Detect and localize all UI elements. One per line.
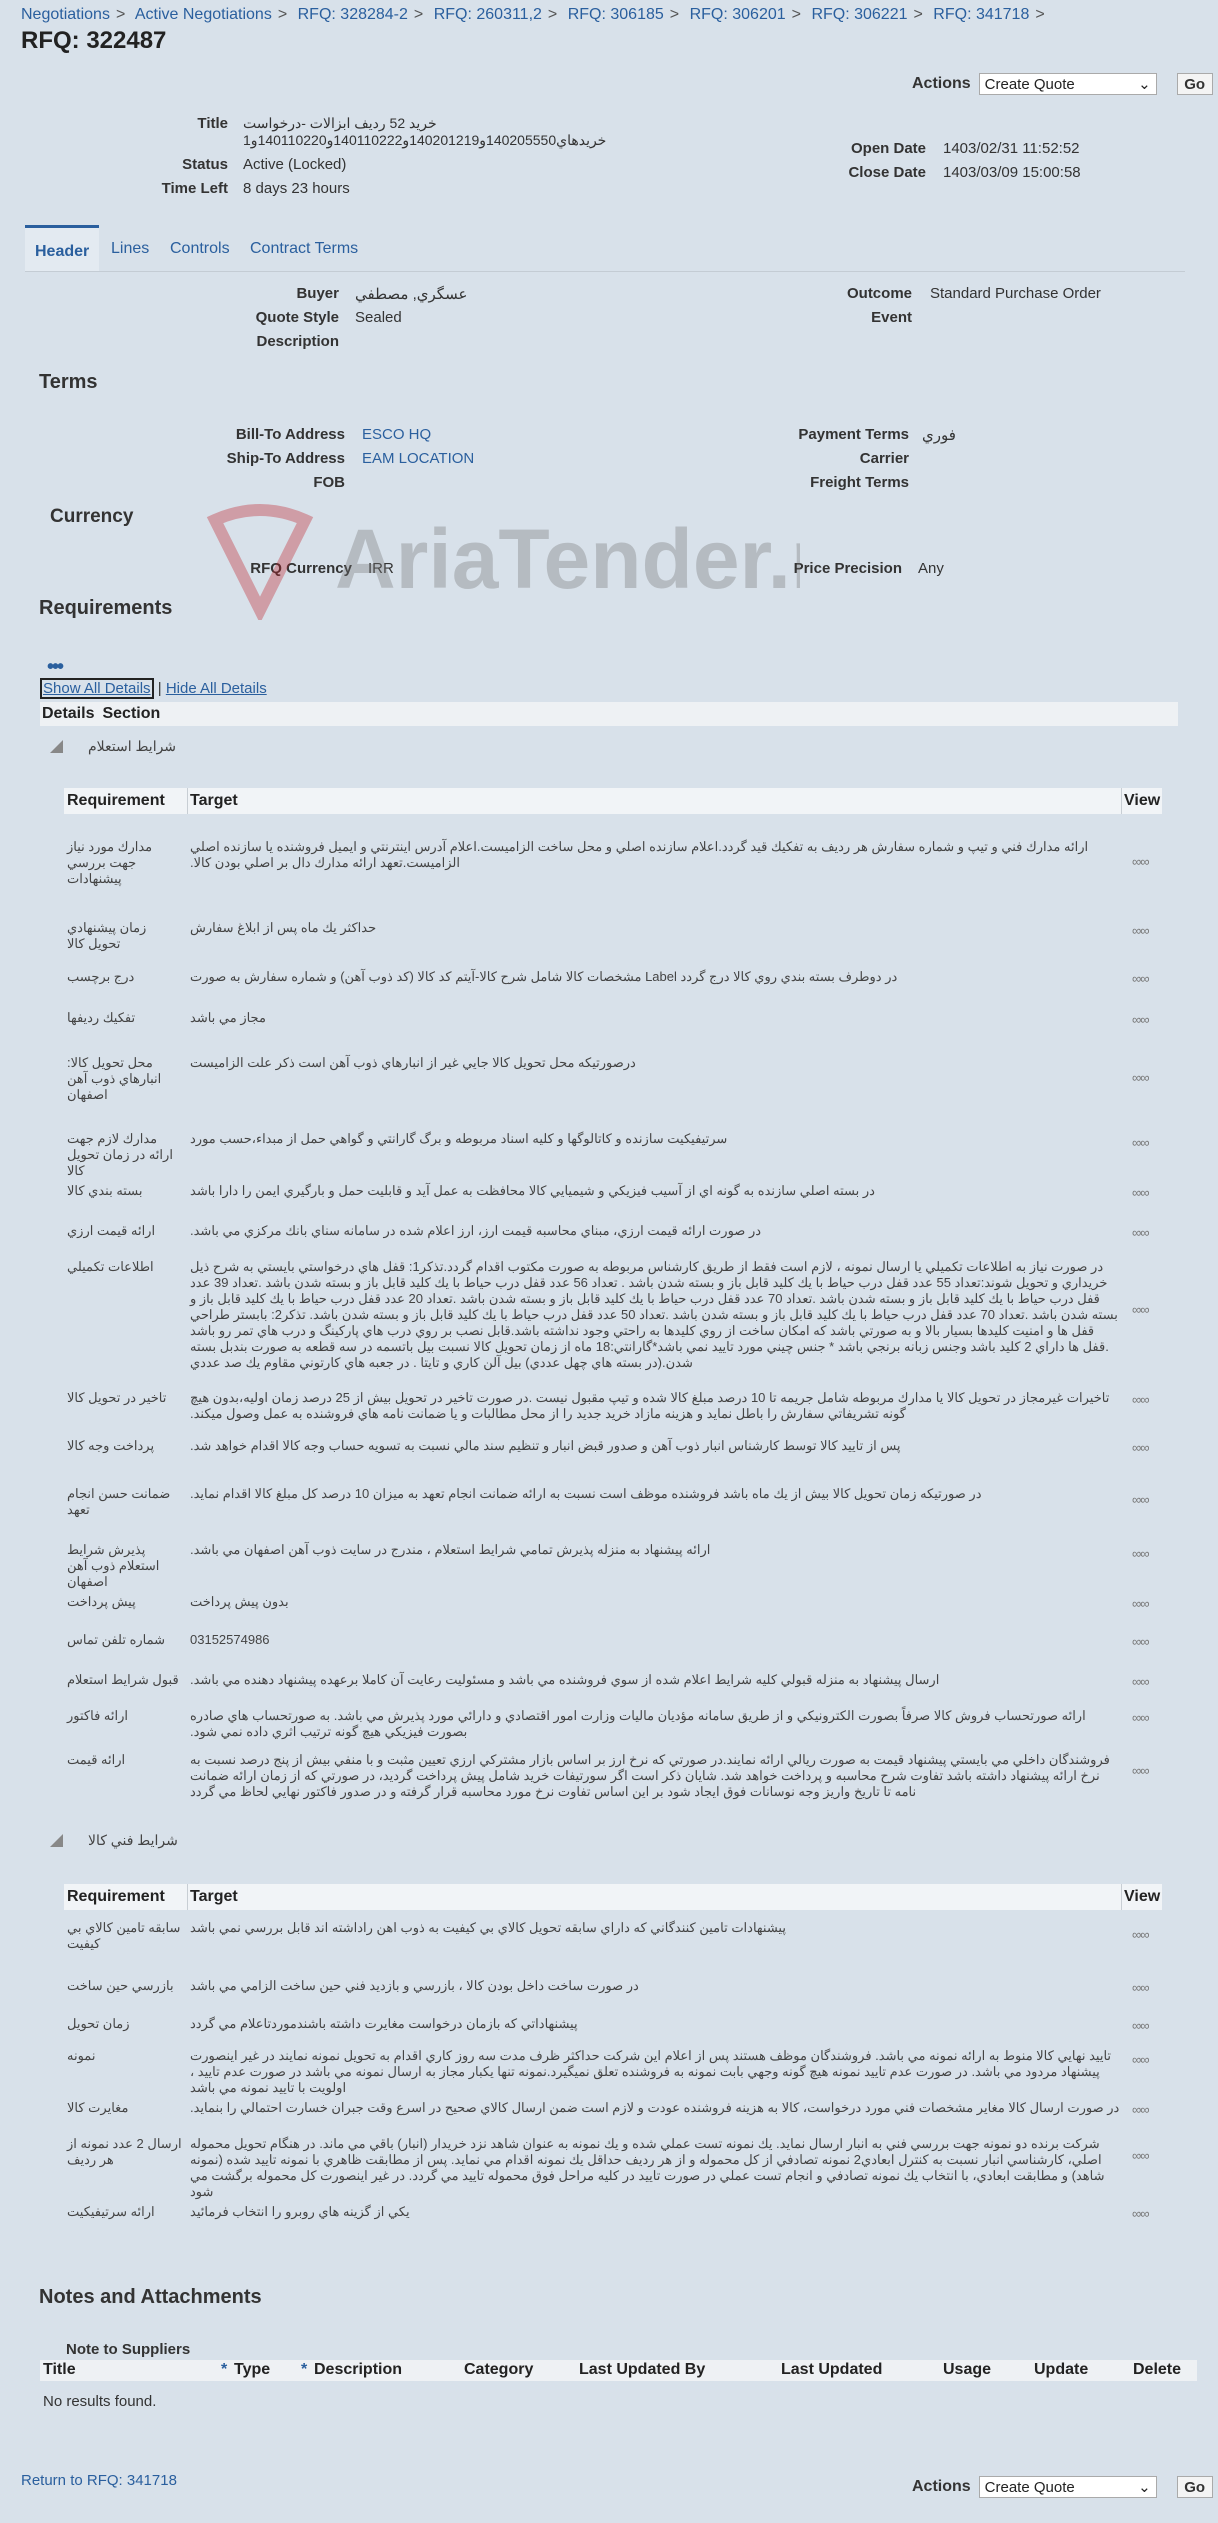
table-row [64, 1217, 1162, 1251]
tab-controls[interactable]: Controls [170, 240, 230, 257]
requirement-target: حداكثر يك ماه پس از ابلاغ سفارش [190, 920, 377, 935]
actions-label: Actions [912, 2478, 971, 2495]
return-link[interactable]: Return to RFQ: 341718 [21, 2472, 177, 2489]
table-row [64, 1588, 1162, 1622]
requirement-name: بسته بندي كالا [67, 1183, 143, 1198]
chevron-down-icon: ⌄ [1138, 76, 1151, 93]
requirements-table-header-1: Requirement Target View [64, 788, 1162, 814]
terms-heading: Terms [39, 371, 98, 393]
required-icon: * [221, 2361, 228, 2378]
requirement-name: پذيرش شرايط استعلام ذوب آهن اصفهان [67, 1542, 160, 1589]
view-details-icon[interactable]: ∞∞ [1132, 971, 1149, 986]
tab-header[interactable]: Header [25, 225, 99, 271]
required-icon: * [301, 2361, 308, 2378]
requirement-target: شركت برنده دو نمونه جهت بررسي فني به انبار ارسال نمايد. يك نمونه تست عملي شده و يك نمونه به عنوان شاهد نزد خريدار (انبار) باقي مي ماند. در هنگام تحويل محموله اصلي، كارشناسي انبار نسبت به كنترل ابعادي2 نمونه تصادفي از كل محموله و از هر رديف حداقل يك نمونه اقدام مي نمايد. پس از مطابقت ظاهري با نمونه تاييد شده (نمونه شاهد) و مطابقت ابعادي، با انتخاب يك نمونه تصادفي و انجام تست عملي در صورت تاييد در كليه مراحل فوق محموله تاييد مي گردد. در غير اينصورت كل محموله برگشت مي شود [190, 2136, 1105, 2199]
breadcrumb-rfq-4[interactable]: RFQ: 306201 [689, 6, 786, 23]
requirement-target: در صورت ارائه قيمت ارزي، مبناي محاسبه قيمت ارز، ارز اعلام شده در سامانه سناي بانك مركزي مي باشد. [190, 1223, 762, 1238]
requirement-target: 03152574986 [190, 1632, 270, 1647]
requirement-target: تاخيرات غيرمجاز در تحويل كالا يا مدارك مربوطه شامل جريمه تا 10 درصد مبلغ كالا شده و تيپ مقبول نيست .در صورت تاخير در تحويل بيش از 25 درصد زمان اوليه،بدون هيچ گونه تشريفاتي سفارش را باطل نمايد و هزينه مازاد خريد جديد را از محل مطالبات و يا ضمانت نامه هاي فروشنده به عمل وصول ميكند. [190, 1390, 1110, 1421]
view-details-icon[interactable]: ∞∞ [1132, 2206, 1149, 2221]
requirement-name: ارائه قيمت ارزي [67, 1223, 156, 1238]
event-label: Event [871, 309, 912, 326]
rfq-currency-label: RFQ Currency [250, 560, 352, 577]
section-toggle-2[interactable] [50, 1832, 178, 1849]
requirements-table-header-2: Requirement Target View [64, 1884, 1162, 1910]
requirement-name: سابقه تامين كالاي بي كيفيت [67, 1920, 181, 1951]
status-value: Active (Locked) [243, 156, 347, 173]
requirement-name: مغايرت كالا [67, 2100, 129, 2115]
table-row [64, 914, 1162, 960]
requirement-target: پس از تاييد كالا توسط كارشناس انبار ذوب آهن و صدور قبض انبار و تنظيم سند مالي نسبت به تسويه حساب وجه كالا اقدام خواهد شد. [190, 1438, 901, 1453]
table-row [64, 1702, 1162, 1742]
breadcrumb-active-negotiations[interactable]: Active Negotiations [134, 6, 272, 23]
view-details-icon[interactable]: ∞∞ [1132, 1012, 1149, 1027]
requirement-target: فروشندگان داخلي مي بايستي پيشنهاد قيمت به صورت ريالي ارائه نمايند.در صورتي كه نرخ ارز بر اساس بازار مشتركي ارزي تعيين مثبت و با منفي بيش از پنج درصد نسبت به نرخ ارائه پيشنهاد داشته باشد تفاوت شرح محاسبه و پرداخت خواهد شد. شايان ذكر است اگر سورتيفات خريد شامل پيش پرداخت گرديد، در صورتي كه از زمان ارائه ضمانت نامه تا تاريخ واريز وجه نوسانات فوق ايجاد شود بر اين اساس تفاوت نرخ مورد محاسبه قرار گرفته و در صدور فاكتور نهايي لحاظ مي گردد [190, 1752, 1110, 1799]
svg-text:AriaTender.neT: AriaTender. [335, 512, 791, 606]
outcome-label: Outcome [846, 285, 912, 302]
requirement-name: زمان پيشنهادي تحويل كالا [67, 920, 147, 951]
payment-terms-value: فوري [922, 427, 956, 444]
table-row [64, 1004, 1162, 1046]
table-row [64, 2130, 1162, 2199]
table-row [64, 1049, 1162, 1119]
requirement-name: پيش پرداخت [67, 1594, 136, 1609]
requirement-name: قبول شرايط استعلام [67, 1672, 179, 1687]
requirement-target: در صورت نياز به اطلاعات تكميلي يا ارسال نمونه ، لازم است فقط از طريق كارشناس مربوطه به صورت مكتوب اقدام گردد.تذكر1: قفل هاي درخواستي بايستي به شرح ذيل خريداري و تحويل شوند:تعداد 55 عدد قفل درب حياط با يك كليد قابل باز و بسته شدن باشد . تعداد 56 عدد قفل درب حياط با يك كليد قابل باز و بسته شدن باشد .تعداد 39 عدد قفل درب حياط با يك كليد قابل باز و بسته شدن باشد .تعداد 70 عدد قفل درب حياط با يك كليد قابل باز و بسته شدن باشد .تعداد 20 عدد قفل درب حياط با يك كليد قابل باز و بسته شدن باشد .تعداد 70 عدد قفل درب حياط با يك كليد قابل باز و بسته شدن باشد .تعداد 50 عدد قفل درب حياط با يك كليد قابل باز و بسته شدن باشد. تذكر2: بابستر طراحي قفل ها و امنيت كليدها بسيار بالا و به صورتي باشد كه امكان ساخت از روي كليدها به راحتي وجود نداشته باشد.قابل نصب بر روي درب هاي پاركينگ و درب هاي تمر رو باشد .قفل ها داراي 2 كليد باشد وجنس زبانه برنجي باشد * جنس چيني مورد تاييد نمي باشد*گارانتي:18 ماه از زمان تحويل كالا نسبت بيل باتسمه در سه قطعه به صورت بندبل بسته شدن.(در بسته هاي چهل عددي) بيل آلن كاري و تايتا . در جعبه هاي كارتوني مقاوم يك صد عددي [190, 1259, 1118, 1370]
view-details-icon[interactable]: ∞∞ [1132, 1596, 1149, 1611]
table-row [64, 1536, 1162, 1589]
breadcrumb-rfq-5[interactable]: RFQ: 306221 [811, 6, 908, 23]
view-details-icon[interactable]: ∞∞ [1132, 1185, 1149, 1200]
view-details-icon[interactable]: ∞∞ [1132, 1492, 1149, 1507]
breadcrumb: Negotiations > Active Negotiations > RFQ: 328284-2 > RFQ: 260311,2 > RFQ: 306185 > RFQ: 306201 > RFQ: 306221 > RFQ: 341718 > [21, 6, 1045, 23]
section-title-2: شرايط فني كالا [88, 1832, 178, 1848]
requirement-name: محل تحويل كالا: انبارهاي ذوب آهن اصفهان [67, 1055, 162, 1102]
price-precision-value: Any [918, 560, 944, 577]
table-row [64, 1432, 1162, 1474]
notes-heading: Notes and Attachments [39, 2286, 262, 2308]
actions-select[interactable]: Create Quote ⌄ [979, 73, 1157, 95]
requirement-target: در صورت ارسال كالا مغاير مشخصات فني مورد درخواست، كالا به هزينه فروشنده عودت و لازم است ضمن ارسال كالاي صحيح در اسرع وقت جبران خسارت احتمالي را بنمايد. [190, 2100, 1120, 2115]
collapse-icon [50, 740, 63, 753]
requirement-target: پيشنهادات تامين كنندگاني كه داراي سابقه تحويل كالاي بي كيفيت به ذوب اهن راداشته اند قابل بررسي نمي باشد [190, 1920, 786, 1935]
table-row [64, 2010, 1162, 2040]
page-title: RFQ: 322487 [21, 27, 167, 54]
view-details-icon[interactable]: ∞∞ [1132, 854, 1149, 869]
table-row [64, 1177, 1162, 1213]
view-details-icon[interactable]: ∞∞ [1132, 2148, 1149, 2163]
requirement-name: شماره تلفن تماس [67, 1632, 166, 1647]
requirement-name: درج برچسب [67, 969, 135, 984]
view-details-icon[interactable]: ∞∞ [1132, 1980, 1149, 1995]
ship-to-label: Ship-To Address [226, 450, 345, 467]
outcome-value: Standard Purchase Order [930, 285, 1101, 302]
collapse-icon [50, 1834, 63, 1847]
requirement-name: پرداخت وجه كالا [67, 1438, 155, 1453]
view-details-icon[interactable]: ∞∞ [1132, 1301, 1149, 1317]
no-results-text: No results found. [43, 2393, 157, 2410]
requirement-target: سرتيفيكيت سازنده و كاتالوگها و كليه اسناد مربوطه و برگ گارانتي و گواهي حمل از مبداء،حسب مورد [190, 1131, 728, 1146]
view-details-icon[interactable]: ∞∞ [1132, 2052, 1149, 2067]
quote-style-label: Quote Style [255, 309, 339, 326]
requirement-target: ارسال پيشنهاد به منزله قبولي كليه شرايط اعلام شده از سوي فروشنده مي باشد و مسئوليت رعايت آن كاملا برعهده پيشنهاد دهنده مي باشد. [190, 1672, 940, 1687]
requirement-target: در بسته اصلي سازنده به گونه اي از آسيب فيزيكي و شيميايي كالا محافظت به عمل آيد و قابليت حمل و بارگيري ايمن را دارا باشد [190, 1183, 875, 1198]
requirement-name: نمونه [67, 2048, 96, 2063]
fob-label: FOB [313, 474, 345, 491]
hide-all-details-link[interactable]: Hide All Details [165, 680, 267, 697]
details-column-header: Details [42, 705, 95, 722]
table-row [64, 1626, 1162, 1662]
table-row [64, 1914, 1162, 1968]
section-column-header: Section [102, 705, 161, 722]
requirement-name: ارائه فاكتور [67, 1708, 128, 1723]
price-precision-label: Price Precision [793, 560, 902, 577]
breadcrumb-rfq-6[interactable]: RFQ: 341718 [933, 6, 1030, 23]
time-left-value: 8 days 23 hours [243, 180, 350, 197]
bill-to-link[interactable]: ESCO HQ [362, 426, 432, 443]
requirement-target: در دوطرف بسته بندي روي كالا درج گردد Label مشخصات كالا شامل شرح كالا-آيتم كد كالا (كد ذوب آهن) و شماره سفارش به صورت [190, 969, 898, 984]
time-left-label: Time Left [161, 180, 228, 197]
description-label: Description [256, 333, 339, 350]
requirement-target: يكي از گزينه هاي روبرو را انتخاب فرمائيد [190, 2204, 410, 2219]
bill-to-label: Bill-To Address [235, 426, 345, 443]
requirement-name: تفكيك رديفها [67, 1010, 136, 1025]
ship-to-link[interactable]: EAM LOCATION [362, 450, 475, 467]
tab-bar [25, 225, 1185, 272]
table-row [64, 2198, 1162, 2234]
requirement-target: ارائه پيشنهاد به منزله پذيرش تمامي شرايط استعلام ، مندرج در سايت ذوب آهن اصفهان مي باشد. [190, 1542, 711, 1557]
view-details-icon[interactable]: ∞∞ [1132, 2102, 1149, 2117]
view-details-icon[interactable]: ∞∞ [1132, 1927, 1149, 1942]
table-row [64, 1972, 1162, 2008]
table-row [64, 1480, 1162, 1532]
table-row [64, 1125, 1162, 1178]
buyer-label: Buyer [296, 285, 339, 302]
detail-toggles: Show All Details | Hide All Details [40, 680, 267, 697]
table-row [64, 963, 1162, 1001]
rfq-currency-value: IRR [368, 560, 394, 577]
view-details-icon[interactable]: ∞∞ [1132, 1710, 1149, 1725]
actions-label: Actions [912, 75, 971, 92]
close-date-label: Close Date [848, 164, 926, 181]
open-date-label: Open Date [850, 140, 926, 157]
view-details-icon[interactable]: ∞∞ [1132, 1546, 1149, 1561]
requirement-name: مدارك لازم جهت ارائه در زمان تحويل كالا [67, 1131, 173, 1178]
title-label: Title [197, 115, 228, 132]
view-details-icon[interactable]: ∞∞ [1132, 1392, 1149, 1407]
breadcrumb-rfq-2[interactable]: RFQ: 260311,2 [433, 6, 542, 23]
view-details-icon[interactable]: ∞∞ [1132, 1763, 1149, 1778]
go-button[interactable]: Go [1177, 2476, 1213, 2498]
tab-contract-terms[interactable]: Contract Terms [250, 240, 359, 257]
tab-lines[interactable]: Lines [111, 240, 150, 257]
view-details-icon[interactable]: ∞∞ [1132, 1225, 1149, 1240]
go-button[interactable]: Go [1177, 73, 1213, 95]
close-date-value: 1403/03/09 15:00:58 [943, 164, 1081, 181]
table-row [64, 833, 1162, 903]
view-details-icon[interactable]: ∞∞ [1132, 1634, 1149, 1649]
requirement-target: ارائه صورتحساب فروش كالا صرفاً بصورت الكترونيكي و از طريق سامانه مؤديان ماليات وزارت امور اقتصادي و دارائي مورد پذيرش مي باشد. به صورتحساب هاي صادره بصورت فيزيكي هيچ گونه ترتيب اثري داده نمي شود. [190, 1708, 1086, 1739]
requirements-column-bar [40, 702, 1178, 726]
payment-terms-label: Payment Terms [798, 426, 909, 443]
view-details-icon[interactable]: ∞∞ [1132, 1135, 1149, 1150]
requirement-target: بدون پيش پرداخت [190, 1594, 289, 1609]
view-details-icon[interactable]: ∞∞ [1132, 2018, 1149, 2033]
breadcrumb-negotiations[interactable]: Negotiations [21, 6, 110, 23]
requirement-target: تاييد نهايي كالا منوط به ارائه نمونه مي باشد. فروشندگان موظف هستند پس از اعلام اين شركت حداكثر ظرف مدت سه روز كاري اقدام به تحويل نمونه نمايند در غير اينصورت پيشنهاد مردود مي باشد. در صورت عدم تاييد نمونه هيچ گونه وجهي بابت نمونه به فروشنده تعلق نميگيرد.نمونه تنها يكبار مجاز به ارسال نمونه مي باشد در صورت عدم تاييد ، اولويت با تاييد نمونه مي باشد [190, 2048, 1112, 2095]
table-row [64, 2094, 1162, 2128]
quote-style-value: Sealed [355, 309, 402, 326]
requirement-name: ارائه قيمت [67, 1752, 126, 1767]
table-row [64, 1253, 1162, 1378]
section-title-1: شرايط استعلام [88, 738, 177, 754]
view-details-icon[interactable]: ∞∞ [1132, 1070, 1149, 1085]
requirement-target: درصورتيكه محل تحويل كالا جايي غير از انبارهاي ذوب آهن است ذكر علت الزاميست [190, 1055, 636, 1070]
actions-select[interactable]: Create Quote ⌄ [979, 2476, 1157, 2498]
requirement-name: تاخير در تحويل كالا [67, 1390, 167, 1405]
show-all-details-link[interactable]: Show All Details [40, 678, 154, 699]
currency-heading: Currency [50, 506, 134, 527]
carrier-label: Carrier [859, 450, 909, 467]
breadcrumb-rfq-3[interactable]: RFQ: 306185 [567, 6, 664, 23]
actions-bar-top [912, 73, 1213, 95]
requirement-name: اطلاعات تكميلي [67, 1259, 154, 1274]
open-date-value: 1403/02/31 11:52:52 [943, 140, 1080, 157]
requirement-name: ارائه سرتيفيكيت [67, 2204, 155, 2219]
requirement-target: ارائه مدارك فني و تيپ و شماره سفارش هر رديف به تفكيك قيد گردد.اعلام سازنده اصلي و محل ساخت الزاميست.اعلام آدرس اينترنتي و ايميل فروشنده يا سازنده اصلي الزاميست.تعهد ارائه مدارك دال بر اصلي بودن كالا. [190, 839, 1089, 870]
actions-bar-bottom [912, 2476, 1213, 2498]
table-row [64, 1666, 1162, 1698]
requirement-target: در صورتيكه زمان تحويل كالا بيش از يك ماه باشد فروشنده موظف است نسبت به ارائه ضمانت انجام تعهد به ميزان 10 درصد كل مبلغ كالا اقدام نمايد. [190, 1486, 982, 1501]
freight-terms-label: Freight Terms [810, 474, 909, 491]
status-label: Status [182, 156, 228, 173]
attachments-table-header: Title * Type * Description Category Last Updated By Last Updated Usage Update Delete [40, 2360, 1197, 2381]
table-row [64, 1746, 1162, 1808]
breadcrumb-rfq-1[interactable]: RFQ: 328284-2 [297, 6, 408, 23]
buyer-value: عسگري, مصطفي [355, 286, 468, 303]
view-details-icon[interactable]: ∞∞ [1132, 1674, 1149, 1689]
requirement-name: مدارك مورد نياز جهت بررسي پيشنهادات [67, 839, 153, 886]
note-to-suppliers-label: Note to Suppliers [66, 2341, 191, 2358]
more-icon[interactable]: ••• [47, 656, 63, 678]
table-row [64, 1384, 1162, 1428]
requirement-target: پيشنهاداتي كه بازمان درخواست مغايرت داشته باشندموردتاعلام مي گردد [190, 2016, 578, 2031]
requirement-name: زمان تحويل [67, 2016, 130, 2031]
section-toggle-1[interactable] [50, 738, 176, 755]
title-value: خريد 52 رديف ابزالات -درخواست خريدهاي140205550و140201219و140110222و140110220و1 [243, 115, 607, 148]
table-row [64, 2042, 1162, 2095]
requirements-heading: Requirements [39, 597, 173, 619]
view-details-icon[interactable]: ∞∞ [1132, 1440, 1149, 1455]
chevron-down-icon: ⌄ [1138, 2479, 1151, 2496]
requirement-name: ارسال 2 عدد نمونه از هر رديف [67, 2136, 182, 2167]
requirement-target: در صورت ساخت داخل بودن كالا ، بازرسي و بازديد فني حين ساخت الزامي مي باشد [190, 1978, 639, 1993]
requirement-target: مجاز مي باشد [190, 1010, 266, 1025]
view-details-icon[interactable]: ∞∞ [1132, 923, 1149, 938]
requirement-name: بازرسي حين ساخت [67, 1978, 174, 1993]
requirement-name: ضمانت حسن انجام تعهد [67, 1486, 171, 1517]
